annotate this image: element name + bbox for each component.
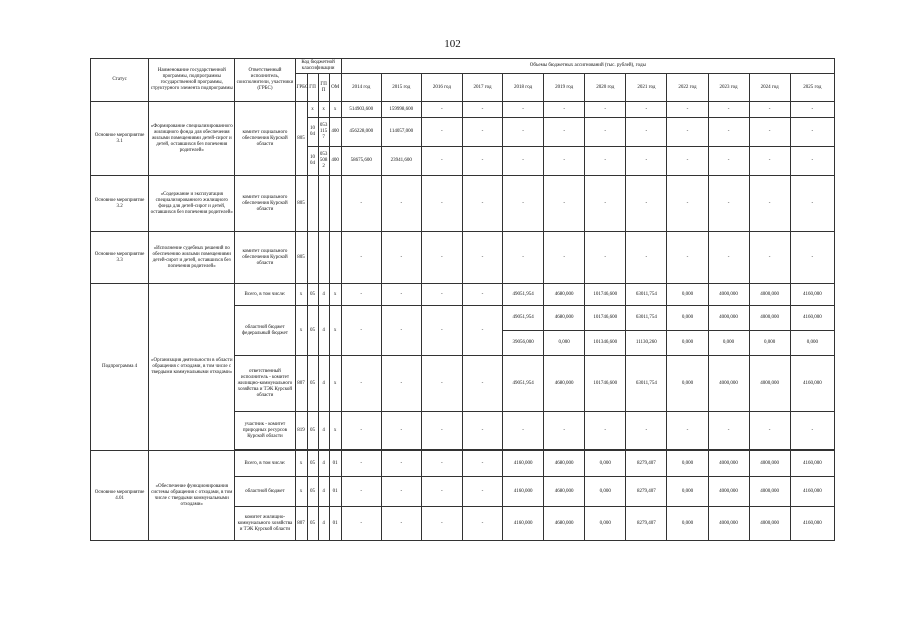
value-cell: - [749,412,790,450]
value-cell: 63011,754 [626,306,667,331]
value-cell: - [749,147,790,176]
value-cell: - [708,176,749,232]
value-cell: - [749,102,790,118]
header-year: 2025 год [790,74,834,102]
header-code-group: Код бюджетной классификации [295,59,341,74]
executor-cell: областной бюджет [235,477,295,507]
value-cell: - [341,284,381,306]
code-cell [318,232,329,284]
value-cell: - [626,118,667,147]
code-cell [307,232,318,284]
value-cell: - [462,147,502,176]
value-cell: - [421,507,462,541]
grbs-cell: x [295,451,307,477]
value-cell: 0,000 [667,331,708,356]
value-cell: 8279,407 [626,477,667,507]
value-cell: 456228,000 [341,118,381,147]
value-cell: 4680,000 [544,477,585,507]
value-cell: - [667,412,708,450]
value-cell: 4160,000 [503,507,544,541]
value-cell: - [544,176,585,232]
name-cell: «Организация деятельности в области обращения с отходами, в том числе с твердыми коммунальными отходами» [149,284,235,451]
value-cell: - [462,102,502,118]
table-row [91,451,835,477]
value-cell: - [585,147,626,176]
value-cell: - [544,102,585,118]
value-cell: 4680,000 [544,451,585,477]
name-cell: «Исполнение судебных решений по обеспечению жилыми помещениями детей-сирот и детей, оставшихся без попечения родителей» [149,232,235,284]
value-cell: - [503,147,544,176]
value-cell: 4000,000 [708,507,749,541]
executor-cell: Всего, в том числе: [235,451,295,477]
value-cell: 0,000 [544,331,585,356]
grbs-cell: x [295,477,307,507]
value-cell: 23941,600 [381,147,421,176]
value-cell: 4160,000 [790,284,834,306]
value-cell: - [626,176,667,232]
value-cell: 58675,600 [341,147,381,176]
value-cell: 4160,000 [790,451,834,477]
code-cell: 4 [318,356,329,412]
value-cell: - [341,451,381,477]
table-row [91,232,835,284]
value-cell: 63011,754 [626,284,667,306]
value-cell: 4680,000 [544,507,585,541]
value-cell: - [708,102,749,118]
value-cell: - [421,232,462,284]
value-cell: - [790,176,834,232]
value-cell: - [421,412,462,450]
value-cell: 101346,600 [585,331,626,356]
value-cell: 4000,000 [708,306,749,331]
code-cell: 05 [307,284,318,306]
value-cell: 4680,000 [544,356,585,412]
code-cell [329,176,341,232]
value-cell: - [421,356,462,412]
value-cell: - [503,118,544,147]
status-cell: Основное мероприятие 3.2 [91,176,149,232]
header-year: 2018 год [503,74,544,102]
value-cell: - [421,147,462,176]
executor-cell: комитет социального обеспечения Курской области [235,102,295,176]
value-cell: 4160,000 [790,306,834,331]
value-cell: - [462,284,502,306]
value-cell: 159998,600 [381,102,421,118]
page-number: 102 [444,38,461,50]
header-year: 2015 год [381,74,421,102]
value-cell: - [341,412,381,450]
value-cell: 49051,954 [503,306,544,331]
code-cell: x [307,102,318,118]
value-cell: - [421,284,462,306]
header-year: 2024 год [749,74,790,102]
value-cell: - [626,102,667,118]
value-cell: 4000,000 [708,477,749,507]
value-cell: - [341,477,381,507]
value-cell: - [421,477,462,507]
value-cell: 4000,000 [708,356,749,412]
value-cell: - [381,284,421,306]
value-cell: - [341,232,381,284]
value-cell: 0,000 [585,451,626,477]
grbs-cell: 805 [295,102,307,176]
value-cell: 114057,000 [381,118,421,147]
value-cell: 0,000 [667,477,708,507]
value-cell: - [341,306,381,356]
value-cell: - [503,102,544,118]
value-cell: - [341,356,381,412]
header-code-col: ГРБС [295,74,307,102]
value-cell: - [749,118,790,147]
value-cell: - [421,102,462,118]
value-cell: - [381,306,421,356]
value-cell: - [381,507,421,541]
header-year: 2016 год [421,74,462,102]
grbs-cell: x [295,306,307,356]
value-cell: - [503,232,544,284]
value-cell: - [585,232,626,284]
status-cell: Основное мероприятие 3.3 [91,232,149,284]
value-cell: 39056,000 [503,331,544,356]
code-cell: 01 [329,477,341,507]
value-cell: - [790,412,834,450]
code-cell: 4 [318,412,329,450]
value-cell: 0,000 [749,331,790,356]
code-cell: 4 [318,477,329,507]
value-cell: 101746,600 [585,284,626,306]
value-cell: - [544,412,585,450]
value-cell: - [544,147,585,176]
code-cell: 05 [307,477,318,507]
value-cell: - [708,232,749,284]
value-cell: 11130,260 [626,331,667,356]
header-year: 2014 год [341,74,381,102]
value-cell: 0,000 [667,356,708,412]
executor-cell: областной бюджет федеральный бюджет [235,306,295,356]
value-cell: - [462,176,502,232]
status-cell: Основное мероприятие 4.01 [91,451,149,541]
value-cell: 4000,000 [749,356,790,412]
value-cell: 4000,000 [749,451,790,477]
value-cell: - [667,102,708,118]
value-cell: - [585,102,626,118]
value-cell: - [585,176,626,232]
value-cell: - [585,118,626,147]
value-cell: 4000,000 [749,284,790,306]
value-cell: - [585,412,626,450]
value-cell: 4160,000 [790,356,834,412]
value-cell: 8279,407 [626,451,667,477]
status-cell: Основное мероприятие 3.1 [91,102,149,176]
value-cell: 4000,000 [708,451,749,477]
code-cell: 400 [329,118,341,147]
value-cell: - [626,147,667,176]
value-cell: 4680,000 [544,284,585,306]
value-cell: 63011,754 [626,356,667,412]
code-cell: 4 [318,507,329,541]
value-cell: - [421,306,462,356]
value-cell: - [462,306,502,356]
value-cell: - [462,477,502,507]
value-cell: - [381,356,421,412]
value-cell: 4000,000 [749,477,790,507]
value-cell: 101746,600 [585,306,626,331]
executor-cell: участник - комитет природных ресурсов Курской области [235,412,295,450]
grbs-cell: 807 [295,356,307,412]
code-cell: 01 [329,507,341,541]
value-cell: 4000,000 [708,284,749,306]
value-cell: 0,000 [790,331,834,356]
value-cell: - [381,451,421,477]
value-cell: - [667,147,708,176]
value-cell: 101746,600 [585,356,626,412]
header-status: Статус [91,59,149,102]
code-cell [329,232,341,284]
header-year: 2023 год [708,74,749,102]
value-cell: 4000,000 [749,507,790,541]
value-cell: - [790,118,834,147]
code-cell: x [329,412,341,450]
code-cell: x [329,356,341,412]
value-cell: - [790,232,834,284]
value-cell: - [749,232,790,284]
executor-cell: комитет социального обеспечения Курской области [235,176,295,232]
code-cell: 05 [307,451,318,477]
header-code-col: ГП П [318,74,329,102]
value-cell: - [749,176,790,232]
value-cell: - [381,477,421,507]
executor-cell: комитет жилищно-коммунального хозяйства и ТЭК Курской области [235,507,295,541]
header-code-col: ГП [307,74,318,102]
table-row [91,284,835,306]
value-cell: 0,000 [667,451,708,477]
header-year: 2017 год [462,74,502,102]
code-cell: 10 04 [307,118,318,147]
code-cell: 01 [329,451,341,477]
value-cell: - [381,412,421,450]
grbs-cell: 805 [295,176,307,232]
name-cell: «Формирование специализированного жилищного фонда для обеспечения жилыми помещениями детей-сирот и детей, оставшихся без попечения родителей» [149,102,235,176]
code-cell: 05 [307,356,318,412]
value-cell: - [626,412,667,450]
header-name: Наименование государственной программы, подпрограммы государственной программы, структурного элемента подпрограммы [149,59,235,102]
code-cell: 4 [318,451,329,477]
code-cell: 400 [329,147,341,176]
executor-cell: ответственный исполнитель - комитет жилищно-коммунального хозяйства и ТЭК Курской области [235,356,295,412]
code-cell: 053 115 7 [318,118,329,147]
value-cell: - [667,176,708,232]
executor-cell: Всего, в том числе: [235,284,295,306]
value-cell: - [462,232,502,284]
value-cell: - [462,412,502,450]
status-cell: Подпрограмма 4 [91,284,149,451]
value-cell: - [708,147,749,176]
value-cell: - [381,232,421,284]
value-cell: 4160,000 [503,477,544,507]
code-cell: x [329,306,341,356]
grbs-cell: x [295,284,307,306]
code-cell: 05 [307,507,318,541]
code-cell: 10 04 [307,147,318,176]
value-cell: - [421,118,462,147]
value-cell: - [462,356,502,412]
value-cell: 49051,954 [503,284,544,306]
value-cell: 0,000 [667,284,708,306]
value-cell: 4680,000 [544,306,585,331]
value-cell: - [667,232,708,284]
value-cell: 4160,000 [503,451,544,477]
value-cell: 8279,407 [626,507,667,541]
value-cell: 4160,000 [790,507,834,541]
value-cell: 0,000 [585,507,626,541]
code-cell: 053 508 2 [318,147,329,176]
value-cell: - [381,176,421,232]
header-year: 2022 год [667,74,708,102]
header-year: 2021 год [626,74,667,102]
table-row [91,102,835,118]
value-cell: - [544,232,585,284]
code-cell [318,176,329,232]
value-cell: - [544,118,585,147]
value-cell: - [421,451,462,477]
value-cell: - [790,147,834,176]
value-cell: - [421,176,462,232]
value-cell: - [708,118,749,147]
value-cell: - [341,176,381,232]
value-cell: - [503,412,544,450]
value-cell: - [462,451,502,477]
value-cell: 0,000 [667,306,708,331]
value-cell: 0,000 [585,477,626,507]
value-cell: - [462,507,502,541]
value-cell: - [503,176,544,232]
grbs-cell: 807 [295,507,307,541]
code-cell: 05 [307,306,318,356]
code-cell: 05 [307,412,318,450]
header-volume-group: Объемы бюджетных ассигнований (тыс. рублей), годы [341,59,834,74]
value-cell: - [626,232,667,284]
code-cell: 4 [318,306,329,356]
code-cell: x [318,102,329,118]
table-row [91,176,835,232]
value-cell: - [790,102,834,118]
value-cell: 0,000 [667,507,708,541]
value-cell: - [708,412,749,450]
name-cell: «Обеспечение функционирования системы обращения с отходами, в том числе с твердыми коммунальными отходами» [149,451,235,541]
header-code-col: ОМ [329,74,341,102]
grbs-cell: 819 [295,412,307,450]
value-cell: 4160,000 [790,477,834,507]
name-cell: «Содержание и эксплуатация специализированного жилищного фонда для детей-сирот и детей, оставшихся без попечения родителей» [149,176,235,232]
value-cell: 514903,600 [341,102,381,118]
budget-table [90,58,835,541]
value-cell: - [341,507,381,541]
executor-cell: комитет социального обеспечения Курской области [235,232,295,284]
code-cell: x [329,284,341,306]
header-executor: Ответственный исполнитель, соисполнители, участники (ГРБС) [235,59,295,102]
value-cell: 0,000 [708,331,749,356]
value-cell: - [462,118,502,147]
value-cell: - [667,118,708,147]
header-year: 2020 год [585,74,626,102]
grbs-cell: 805 [295,232,307,284]
code-cell [307,176,318,232]
value-cell: 49051,954 [503,356,544,412]
code-cell: x [329,102,341,118]
value-cell: 4000,000 [749,306,790,331]
code-cell: 4 [318,284,329,306]
header-year: 2019 год [544,74,585,102]
